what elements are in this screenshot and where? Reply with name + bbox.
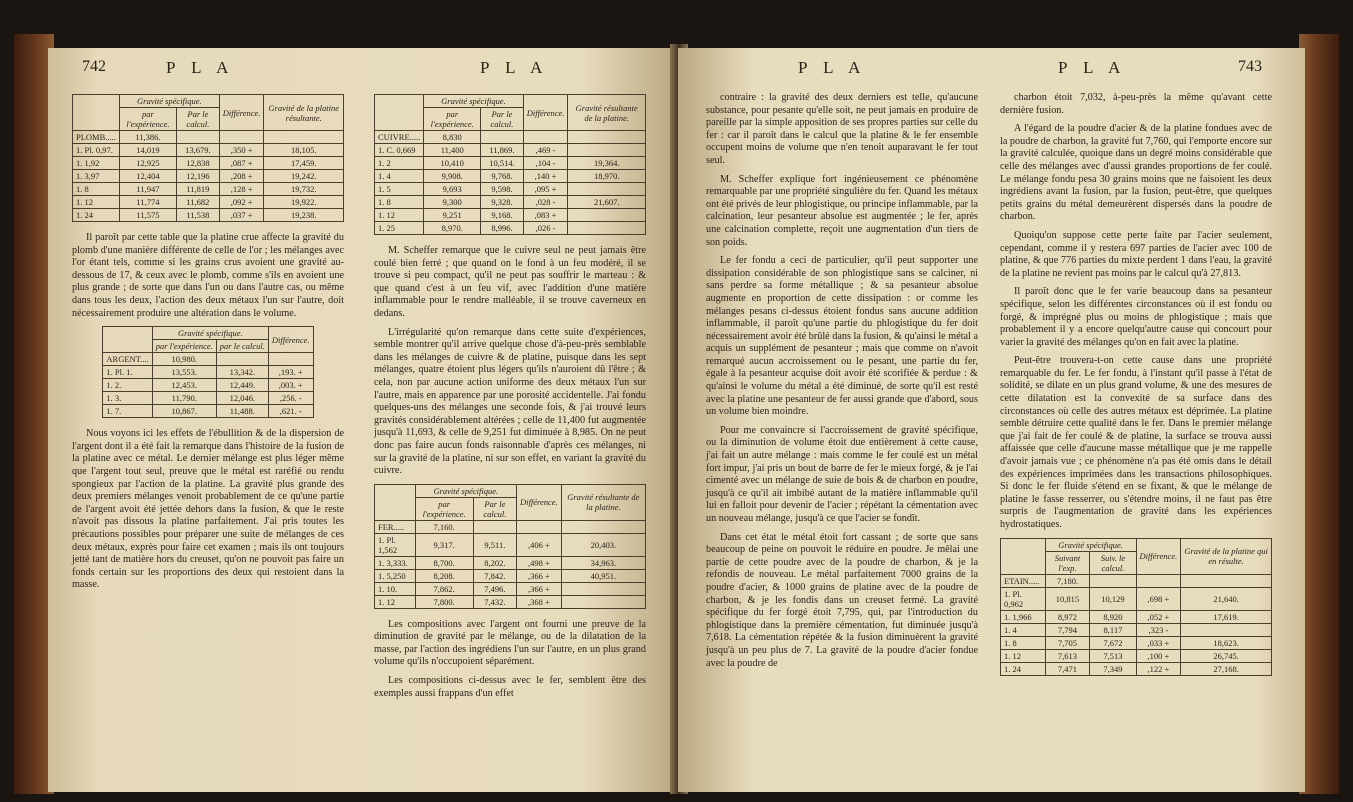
table-cell: 1. Pl. 1,562: [375, 533, 416, 556]
table-cell: 9,511.: [473, 533, 516, 556]
table-cell: 1. 24: [73, 209, 120, 222]
table-cell: 19,242.: [264, 170, 344, 183]
table-cell: 18,105.: [264, 144, 344, 157]
table-cell: 12,453.: [152, 379, 216, 392]
table-row: [1001, 623, 1272, 636]
table-row: [375, 131, 646, 144]
table-cell: [1181, 574, 1272, 587]
table-cell: 9,598.: [481, 183, 524, 196]
book: [14, 14, 1339, 794]
table-cell: ,026 -: [523, 222, 568, 235]
table-corner-cell: [73, 95, 120, 131]
table-cell: 19,364.: [568, 157, 646, 170]
paragraph: charbon étoit 7,032, à-peu-près la même qu'avant cette dernière fusion.: [1000, 92, 1272, 116]
table-cell: [219, 131, 264, 144]
table-cell: ,350 +: [219, 144, 264, 157]
paragraph: Les compositions avec l'argent ont fourni une preuve de la diminution de gravité par le mélange, ou de la dilatation de la masse, par l'action des ingrédiens l'un sur l'autre, en un plus grand volume qu'ils n'occupoient séparément.: [374, 618, 646, 668]
table-cell: ,104 -: [523, 157, 568, 170]
table-cell: 7,471: [1045, 662, 1090, 675]
table-cell: [568, 144, 646, 157]
table-cell: 1. Pl. 0,97.: [73, 144, 120, 157]
table-cell: 10,815: [1045, 587, 1090, 610]
table-header: Gravité de la platine qui en résulte.: [1181, 538, 1272, 574]
table-cell: 12,196: [177, 170, 220, 183]
table-cell: 8,996.: [481, 222, 524, 235]
table-row: [375, 520, 646, 533]
table-cell: ,698 +: [1136, 587, 1181, 610]
table-cell: 8,972: [1045, 610, 1090, 623]
table-cell: 21,640.: [1181, 587, 1272, 610]
table-cell: 11,400: [424, 144, 481, 157]
table-cell: FER.....: [375, 520, 416, 533]
table-cell: 7,672: [1090, 636, 1136, 649]
table-cell: 8,920: [1090, 610, 1136, 623]
table-group-header: Gravité spécifique.: [1045, 538, 1136, 551]
table-row: [1001, 610, 1272, 623]
table-cell: 19,732.: [264, 183, 344, 196]
table-cell: 19,922.: [264, 196, 344, 209]
table-cell: 7,496.: [473, 582, 516, 595]
paragraph: Dans cet état le métal étoit fort cassant ; de sorte que sans beaucoup de peine on pouvoit le réduire en poudre. Je mêlai une partie de cette poudre avec de la poudre de charbon, & je la refondis de nouveau. Le métal parfaitement 7000 grains de la poudre d'acier, & 1000 grains de platine avec de la poudre de charbon, & je les fondis dans un creuset fermé. La gravité spécifique du fer forgé étoit 7,795, qui, par l'introduction du phlogistique dans la première cémentation, fut diminuée jusqu'à 7,618. La cémentation répétée & la fusion diminuèrent la gravité jusqu'à un peu plus de 7. La gravité de la poudre d'acier fondue avec la poudre de: [706, 531, 978, 669]
table-cell: 1. 2: [375, 157, 424, 170]
table-cell: [568, 222, 646, 235]
page-number-right: 743: [1238, 58, 1262, 75]
table-cell: [1136, 574, 1181, 587]
table-row: [375, 144, 646, 157]
running-head: P L A: [166, 58, 235, 77]
table-header: Différence.: [517, 484, 562, 520]
table-row: [73, 183, 344, 196]
table-row: [1001, 662, 1272, 675]
table-cell: 11,575: [119, 209, 176, 222]
table-cell: 12,925: [119, 157, 176, 170]
table-cell: [561, 582, 645, 595]
table-cell: [568, 183, 646, 196]
table-cell: 13,342.: [216, 366, 268, 379]
table-cell: ETAIN.....: [1001, 574, 1046, 587]
table-row: [1001, 636, 1272, 649]
table-cell: 8,970.: [424, 222, 481, 235]
running-head: P L A: [1058, 58, 1127, 77]
table-cell: 7,180.: [1045, 574, 1090, 587]
table-cell: 7,613: [1045, 649, 1090, 662]
table-cell: 9,300: [424, 196, 481, 209]
table-cell: 9,251: [424, 209, 481, 222]
table-cell: 10,867.: [152, 405, 216, 418]
paragraph: Les compositions ci-dessus avec le fer, semblent être des exemples aussi frappans d'un effet: [374, 675, 646, 699]
paragraph: Il paroît donc que le fer varie beaucoup dans sa pesanteur spécifique, selon les différentes circonstances où il est fondu ou forgé, & imprégné plus ou moins de phlogistique ; mais que probablement il y a encore quelqu'autre cause qui concourt pour varier la gravité des mélanges qu'on en fait avec la platine.: [1000, 286, 1272, 348]
table-row: [103, 405, 313, 418]
table-header: Par le calcul.: [177, 108, 220, 131]
table-cell: [216, 353, 268, 366]
table-cell: 9,693: [424, 183, 481, 196]
paragraph: M. Scheffer explique fort ingénieusement ce phénomène remarquable par une propriété singulière du fer. Quand les métaux ont été privés de leur phlogistique, ou principe inflammable, par la calcination, leur pesanteur absolue est augmentée ; le fer, après une calcination complette, reçoit une augmentation d'un tiers de son poids.: [706, 173, 978, 248]
table-cell: 8,208.: [415, 569, 473, 582]
page-number-left: 742: [82, 58, 106, 75]
table-cell: 1. 10.: [375, 582, 416, 595]
table-header: Différence.: [1136, 538, 1181, 574]
table-cell: 10,410: [424, 157, 481, 170]
table-cell: 1. 5,250: [375, 569, 416, 582]
table-cell: [1090, 574, 1136, 587]
table-cell: 18,970.: [568, 170, 646, 183]
table-row: [73, 144, 344, 157]
table-cell: 8,117: [1090, 623, 1136, 636]
table-row: [375, 556, 646, 569]
table-cell: ,208 +: [219, 170, 264, 183]
table-row: [73, 131, 344, 144]
table-cell: 11,819: [177, 183, 220, 196]
right-page: [678, 48, 1305, 792]
table-cell: 21,607.: [568, 196, 646, 209]
table-cell: 1. 12: [375, 595, 416, 608]
left-column-1: [72, 92, 344, 598]
table-cell: 1. 1,966: [1001, 610, 1046, 623]
table-cell: 8,700.: [415, 556, 473, 569]
table-cell: ,128 +: [219, 183, 264, 196]
lead-gravity-table: [72, 94, 344, 222]
table-cell: [523, 131, 568, 144]
table-cell: 10,980.: [152, 353, 216, 366]
table-cell: ,193. +: [268, 366, 313, 379]
table-row: [1001, 587, 1272, 610]
table-corner-cell: [1001, 538, 1046, 574]
table-cell: ,028 -: [523, 196, 568, 209]
table-cell: [473, 520, 516, 533]
table-cell: PLOMB.....: [73, 131, 120, 144]
argent-gravity-table: [102, 326, 313, 418]
table-group-header: Gravité spécifique.: [424, 95, 523, 108]
table-cell: 7,800.: [415, 595, 473, 608]
table-header: par l'expérience.: [415, 497, 473, 520]
right-column-1: [706, 92, 978, 676]
table-row: [103, 353, 313, 366]
table-cell: 1. 8: [375, 196, 424, 209]
table-cell: [481, 131, 524, 144]
cuivre-gravity-table: [374, 94, 646, 235]
table-cell: [1181, 623, 1272, 636]
table-header: Gravité résultante de la platine.: [568, 95, 646, 131]
table-cell: [517, 520, 562, 533]
table-header: Suivant l'exp.: [1045, 551, 1090, 574]
table-group-header: Gravité spécifique.: [152, 327, 268, 340]
table-row: [375, 222, 646, 235]
table-corner-cell: [103, 327, 152, 353]
table-cell: 9,168.: [481, 209, 524, 222]
table-cell: 13,679.: [177, 144, 220, 157]
table-corner-cell: [375, 95, 424, 131]
fer-gravity-table: [374, 484, 646, 609]
table-cell: 11,682: [177, 196, 220, 209]
table-cell: [561, 595, 645, 608]
table-cell: 1. 5: [375, 183, 424, 196]
table-cell: 9,317.: [415, 533, 473, 556]
paragraph: L'irrégularité qu'on remarque dans cette suite d'expériences, semble montrer qu'il arrive quelque chose d'à-peu-près semblable dans les mélanges de cuivre & de platine, puisque dans les sept mélanges, quatre étoient plus légers qu'ils n'auroient dû l'être ; & cela, non par aucune action uniforme des deux métaux l'un sur l'autre, mais en apparence par une porosité accidentelle. J'ai fondu quelques-uns des mélanges une seconde fois, & j'ai trouvé leurs gravités considérablement altérées ; celle de 11,400 fut augmentée jusqu'à 11,693, & celle de 9,251 fut diminuée à 8,985. On ne peut donc pas faire aucun fonds raisonnable d'après ces mélanges, ni sur la gravité de la platine, ni sur son effet, en variant la gravité du cuivre.: [374, 326, 646, 477]
table-cell: 1. 12: [73, 196, 120, 209]
table-cell: ,087 +: [219, 157, 264, 170]
table-cell: ,003. +: [268, 379, 313, 392]
table-cell: ,498 +: [517, 556, 562, 569]
table-cell: [177, 131, 220, 144]
table-cell: 1. 8: [73, 183, 120, 196]
table-cell: 1. C. 0,669: [375, 144, 424, 157]
table-cell: ,052 +: [1136, 610, 1181, 623]
table-row: [73, 170, 344, 183]
etain-gravity-table: [1000, 538, 1272, 676]
table-row: [375, 582, 646, 595]
table-cell: [268, 353, 313, 366]
table-cell: 11,774: [119, 196, 176, 209]
table-cell: [568, 209, 646, 222]
table-row: [375, 595, 646, 608]
table-row: [73, 157, 344, 170]
table-cell: CUIVRE.....: [375, 131, 424, 144]
left-page: [48, 48, 676, 792]
table-cell: 10,129: [1090, 587, 1136, 610]
table-cell: 7,842.: [473, 569, 516, 582]
table-row: [1001, 574, 1272, 587]
table-row: [375, 196, 646, 209]
table-cell: 8,202.: [473, 556, 516, 569]
table-row: [103, 379, 313, 392]
table-corner-cell: [375, 484, 416, 520]
table-cell: ,033 +: [1136, 636, 1181, 649]
right-column-2: [1000, 92, 1272, 686]
table-header: Différence.: [523, 95, 568, 131]
table-cell: 10,514.: [481, 157, 524, 170]
running-head: P L A: [480, 58, 549, 77]
table-cell: 1. 2.: [103, 379, 152, 392]
left-column-2: [374, 92, 646, 706]
paragraph: A l'égard de la poudre d'acier & de la platine fondues avec de la poudre de charbon, la gravité fut 7,760, qui l'emporte encore sur la gravité calculée, quoique dans un degré moins considérable que celle des mélanges avec d'aussi grandes proportions de fer coulé. Le mélange fondu pesa 30 grains moins que ne faisoient les deux ingrédiens avant la fusion, par la fusion, peut-être, que quelques petits grains du métal demeurèrent dispersés dans la poudre de charbon.: [1000, 123, 1272, 223]
paragraph: Nous voyons ici les effets de l'ébullition & de la dispersion de l'argent dont il a été fait la remarque dans l'histoire de la fusion de la platine avec ce métal. Le dernier mélange est plus léger même que l'argent tout seul, preuve que le métal est raréfié ou rendu spongieux par l'action de la platine. La gravité plus grande des deux premiers mélanges venoit probablement de ce qu'une partie de l'argent avoit été jettée dehors dans la fusion, & que le reste n'avoit pas dissous la platine parfaitement. J'ai pris toutes les précautions possibles pour préparer une suite de mélanges de ces deux métaux, exprès pour faire cet examen ; mais ils ont toujours jetté tant de matière hors du creuset, qu'on ne pouvoit pas faire un fonds certain sur les proportions des deux qui restoient dans la masse.: [72, 428, 344, 591]
table-row: [375, 183, 646, 196]
table-cell: 34,963.: [561, 556, 645, 569]
table-cell: 7,513: [1090, 649, 1136, 662]
table-cell: 7,862.: [415, 582, 473, 595]
table-cell: ,092 +: [219, 196, 264, 209]
table-cell: ,083 +: [523, 209, 568, 222]
paragraph: Pour me convaincre si l'accroissement de gravité spécifique, ou la diminution de volume étoit due entièrement à cette cause, j'ai fait un autre mélange : mais comme le fer coulé est un métal fort impur, j'ai pris un bout de barre de fer le mieux forgé, & je l'ai cimenté avec un mélange de suie de bois & de charbon en poudre, jusqu'à ce qu'il ait imbibé autant de la matière inflammable qu'il lui en falloit pour devenir de l'acier ; répétant la cémentation avec un nouveau mélange, jusqu'à ce que l'acier se fondît.: [706, 424, 978, 524]
table-cell: 1. 3,333.: [375, 556, 416, 569]
table-header: par l'expérience.: [424, 108, 481, 131]
table-header: Par le calcul.: [473, 497, 516, 520]
table-row: [73, 209, 344, 222]
table-cell: ,095 +: [523, 183, 568, 196]
table-cell: 1. 24: [1001, 662, 1046, 675]
table-cell: ,140 +: [523, 170, 568, 183]
table-cell: 7,794: [1045, 623, 1090, 636]
table-cell: 1. Pl. 0,962: [1001, 587, 1046, 610]
paragraph: contraire : la gravité des deux derniers est telle, qu'aucune substance, pour pesante qu'elle soit, ne peut jamais en produire de pareille par la simple apposition de ses propres parties sur celle du fer : car il paroît dans le calcul que la platine & le fer ensemble occupent moins de volume que n'en tenoit auparavant le fer tout seul.: [706, 92, 978, 166]
table-cell: 9,328.: [481, 196, 524, 209]
table-cell: 7,432.: [473, 595, 516, 608]
table-group-header: Gravité spécifique.: [119, 95, 219, 108]
table-header: Différence.: [219, 95, 264, 131]
table-header: par l'expérience.: [152, 340, 216, 353]
table-cell: 26,745.: [1181, 649, 1272, 662]
table-cell: 1. 1,92: [73, 157, 120, 170]
table-cell: ,256. -: [268, 392, 313, 405]
table-cell: 11,947: [119, 183, 176, 196]
table-cell: 1. 12: [375, 209, 424, 222]
table-cell: 7,349: [1090, 662, 1136, 675]
table-cell: 13,553.: [152, 366, 216, 379]
table-row: [375, 157, 646, 170]
table-cell: 12,838: [177, 157, 220, 170]
table-cell: ARGENT....: [103, 353, 152, 366]
table-cell: 9,768.: [481, 170, 524, 183]
table-header: Gravité résultante de la platine.: [561, 484, 645, 520]
table-cell: 1. 4: [375, 170, 424, 183]
table-cell: 12,046.: [216, 392, 268, 405]
table-cell: ,037 +: [219, 209, 264, 222]
table-cell: 1. 3,97: [73, 170, 120, 183]
table-cell: ,368 +: [517, 595, 562, 608]
table-cell: [264, 131, 344, 144]
table-cell: 40,951.: [561, 569, 645, 582]
table-cell: 7,160.: [415, 520, 473, 533]
table-row: [375, 569, 646, 582]
paragraph: Peut-être trouvera-t-on cette cause dans une propriété remarquable du fer. Le fer fondu, à l'instant qu'il passe à l'état de solidité, se dilate en un plus grand volume, & une des mesures de cette dilatation est la convexité de sa surface dans des circonstances où celle des autres métaux est déprimée. La platine semble détruire cette qualité dans le fer. Dans le premier mélange que j'ai fait de fer coulé & de platine, la surface se trouva aussi affaissée que celle d'aucune masse métallique que je me rappelle d'avoir jamais vue ; ce phénomène n'a pas été omis dans le détail des expériences imprimées dans les transactions philosophiques. Si donc le fer fluide s'étend en se fixant, & que le mélange de platine le fasse resserrer, ou s'étendre moins, il ne faut pas être surpris de l'augmentation de gravité dans les expériences hydrostatiques.: [1000, 355, 1272, 530]
table-cell: 17,459.: [264, 157, 344, 170]
table-row: [1001, 649, 1272, 662]
table-header: Par le calcul.: [481, 108, 524, 131]
table-cell: ,323 -: [1136, 623, 1181, 636]
paragraph: Il paroît par cette table que la platine crue affecte la gravité du plomb d'une manière différente de celle de l'or ; les mélanges avec l'or étant tels, comme si les grains crus avoient une gravité au-dessous de 17, & ceux avec le plomb, comme s'ils en avoient une plus grande ; de sorte que dans l'un ou dans l'autre cas, ou même dans tous les deux, l'action des deux métaux l'un sur l'autre, doit nécessairement produire une altération dans le volume.: [72, 232, 344, 319]
table-cell: ,366 +: [517, 582, 562, 595]
table-cell: 11,488.: [216, 405, 268, 418]
table-cell: 1. 25: [375, 222, 424, 235]
table-row: [103, 392, 313, 405]
table-header: par le calcul.: [216, 340, 268, 353]
table-header: Suiv. le calcul.: [1090, 551, 1136, 574]
table-cell: 14,019: [119, 144, 176, 157]
table-header: Différence.: [268, 327, 313, 353]
table-cell: 27,168.: [1181, 662, 1272, 675]
table-cell: 9,908.: [424, 170, 481, 183]
table-cell: [561, 520, 645, 533]
table-cell: 1. 3.: [103, 392, 152, 405]
table-cell: 11,790.: [152, 392, 216, 405]
table-row: [375, 209, 646, 222]
table-header: par l'expérience.: [119, 108, 176, 131]
table-group-header: Gravité spécifique.: [415, 484, 516, 497]
table-cell: ,469 -: [523, 144, 568, 157]
paragraph: M. Scheffer remarque que le cuivre seul ne peut jamais être coulé bien ferré ; que quand on le fond à un feu modéré, il se trouve si peu compact, qu'il ne peut pas souffrir le marteau : & que quand c'est à un feu vif, avec l'addition d'une matière inflammable pour le rendre malléable, il se trouve caverneux en dedans.: [374, 245, 646, 319]
table-row: [375, 533, 646, 556]
table-cell: ,621. -: [268, 405, 313, 418]
table-cell: 1. 12: [1001, 649, 1046, 662]
table-cell: 1. 7.: [103, 405, 152, 418]
table-row: [73, 196, 344, 209]
table-row: [103, 366, 313, 379]
running-head: P L A: [798, 58, 867, 77]
table-cell: 11,869.: [481, 144, 524, 157]
table-cell: [568, 131, 646, 144]
table-cell: 12,449.: [216, 379, 268, 392]
table-cell: 8,830: [424, 131, 481, 144]
table-cell: 17,619.: [1181, 610, 1272, 623]
paragraph: Quoiqu'on suppose cette perte faite par l'acier seulement, cependant, comme il y restera 697 parties de l'acier avec 100 de platine, & que 776 parties du mixte perdent 1 dans l'eau, la gravité de la platine ne revient pas moins par le calcul qu'à 27,813.: [1000, 229, 1272, 279]
table-header: Gravité de la platine résultante.: [264, 95, 344, 131]
table-cell: 1. 4: [1001, 623, 1046, 636]
table-cell: 19,238.: [264, 209, 344, 222]
right-cover-edge: [1299, 34, 1339, 794]
paragraph: Le fer fondu a ceci de particulier, qu'il peut supporter une dissipation considérable de son phlogistique sans se calciner, ni sans perdre sa forme métallique ; & sa pesanteur absolue augmente en proportion de cette dissipation : or comme les mélanges pesans ci-dessus étoient fondus sans aucune addition inflammable, il paroît qu'une partie du phlogistique du fer doit nécessairement avoir été brûlé dans la fusion, & qu'ainsi le métal a acquis un supplément de pesanteur ; mais que comme on n'avoit remarqué aucun accroissement ou le pesant, une partie du fer, égale à la pesanteur acquise doit avoir été scorifiée & perdue : & qu'ainsi le volume du métal a été diminué, de sorte qu'il est resté avec la platine une pesanteur de fer aussi grande que d'abord, sous un volume bien moindre.: [706, 255, 978, 418]
table-cell: 20,403.: [561, 533, 645, 556]
table-cell: 1. Pl. 1.: [103, 366, 152, 379]
table-cell: 11,538: [177, 209, 220, 222]
table-cell: ,366 +: [517, 569, 562, 582]
table-cell: ,122 +: [1136, 662, 1181, 675]
table-cell: ,406 +: [517, 533, 562, 556]
table-cell: 12,404: [119, 170, 176, 183]
table-cell: 1. 8: [1001, 636, 1046, 649]
table-cell: 11,386.: [119, 131, 176, 144]
table-cell: ,100 +: [1136, 649, 1181, 662]
table-cell: 18,623.: [1181, 636, 1272, 649]
table-row: [375, 170, 646, 183]
table-cell: 7,705: [1045, 636, 1090, 649]
